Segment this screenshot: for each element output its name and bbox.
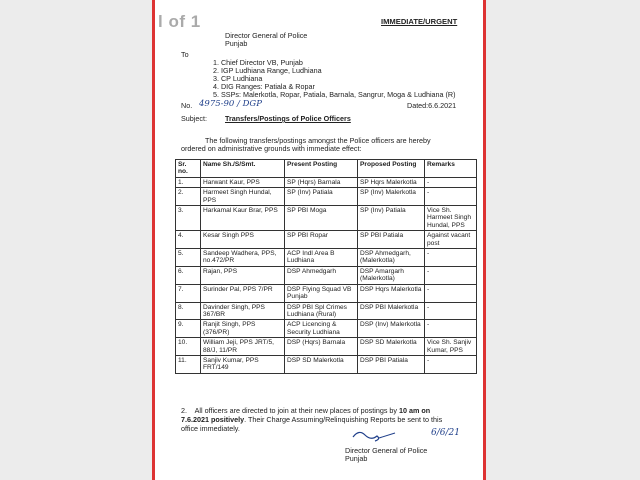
cell-proposed-posting: SP (Inv) Malerkotla	[358, 188, 425, 206]
recipient-item: 3. CP Ludhiana	[213, 74, 263, 83]
cell-name: William Jeji, PPS JRT/5, 88/J, 11/PR	[201, 338, 285, 356]
cell-sr-no: 5.	[176, 249, 201, 267]
cell-name: Surinder Pal, PPS 7/PR	[201, 284, 285, 302]
table-row	[176, 266, 477, 284]
cell-present-posting: SP (Inv) Patiala	[285, 188, 358, 206]
cell-remarks: -	[425, 188, 477, 206]
cell-proposed-posting: SP (Inv) Patiala	[358, 206, 425, 231]
intro-line: ordered on administrative grounds with immediate effect:	[181, 144, 362, 153]
closing-paragraph-line	[181, 407, 430, 415]
closing-text: . Their Charge Assuming/Relinquishing Reports be sent to this	[244, 415, 443, 424]
cell-sr-no: 6.	[176, 266, 201, 284]
signatory-place: Punjab	[345, 454, 368, 463]
table-row	[176, 320, 477, 338]
cell-present-posting: DSP (Hqrs) Barnala	[285, 338, 358, 356]
cell-proposed-posting: SP Hqrs Malerkotla	[358, 177, 425, 187]
cell-name: Harwant Kaur, PPS	[201, 177, 285, 187]
cell-name: Sanjiv Kumar, PPS FRT/149	[201, 355, 285, 373]
cell-name: Kesar Singh PPS	[201, 231, 285, 249]
table-row	[176, 355, 477, 373]
column-header-remarks: Remarks	[425, 160, 477, 178]
urgency-label: IMMEDIATE/URGENT	[381, 17, 458, 26]
cell-present-posting: DSP PBI Spl Crimes Ludhiana (Rural)	[285, 302, 358, 320]
recipient-item: 2. IGP Ludhiana Range, Ludhiana	[213, 66, 322, 75]
reference-number-label: No.	[181, 101, 193, 110]
cell-remarks: -	[425, 284, 477, 302]
column-header-proposed-posting: Proposed Posting	[358, 160, 425, 178]
cell-proposed-posting: DSP PBI Malerkotla	[358, 302, 425, 320]
closing-paragraph-line: office immediately.	[181, 424, 240, 433]
cell-proposed-posting: DSP SD Malerkotla	[358, 338, 425, 356]
cell-proposed-posting: DSP Ahmedgarh, (Malerkotla)	[358, 249, 425, 267]
signature-mark	[351, 427, 411, 445]
cell-name: Davinder Singh, PPS 367/BR	[201, 302, 285, 320]
cell-proposed-posting: DSP (Inv) Malerkotla	[358, 320, 425, 338]
cell-proposed-posting: DSP Hqrs Malerkotla	[358, 284, 425, 302]
cell-sr-no: 9.	[176, 320, 201, 338]
recipient-item: 1. Chief Director VB, Punjab	[213, 58, 303, 67]
table-row	[176, 284, 477, 302]
cell-present-posting: DSP Ahmedgarh	[285, 266, 358, 284]
reference-number-value: 4975-90 / DGP	[199, 99, 262, 109]
cell-remarks: -	[425, 355, 477, 373]
sender-place: Punjab	[225, 39, 248, 48]
cell-name: Harmeet Singh Hundal, PPS	[201, 188, 285, 206]
subject-label: Subject:	[181, 114, 207, 123]
document-page	[152, 0, 486, 480]
cell-proposed-posting: DSP Amargarh (Malerkotla)	[358, 266, 425, 284]
sender-title: Director General of Police	[225, 31, 308, 40]
to-label: To	[181, 50, 189, 59]
cell-sr-no: 7.	[176, 284, 201, 302]
signature-date: 6/6/21	[431, 428, 460, 438]
cell-present-posting: SP PBI Ropar	[285, 231, 358, 249]
cell-present-posting: SP PBI Moga	[285, 206, 358, 231]
cell-remarks: -	[425, 320, 477, 338]
intro-line: The following transfers/postings amongst the Police officers are hereby	[205, 136, 431, 145]
cell-proposed-posting: SP PBI Patiala	[358, 231, 425, 249]
cell-remarks: -	[425, 302, 477, 320]
column-header-sr-no: Sr. no.	[176, 160, 201, 178]
cell-remarks: Vice Sh. Harmeet Singh Hundal, PPS	[425, 206, 477, 231]
cell-remarks: -	[425, 249, 477, 267]
cell-remarks: Against vacant post	[425, 231, 477, 249]
cell-name: Sandeep Wadhera, PPS, no.472/PR	[201, 249, 285, 267]
cell-present-posting: ACP Indl Area B Ludhiana	[285, 249, 358, 267]
table-row	[176, 302, 477, 320]
cell-sr-no: 11.	[176, 355, 201, 373]
closing-text: All officers are directed to join at their new places of postings by	[194, 406, 400, 415]
deadline-date: 7.6.2021 positively	[181, 415, 245, 424]
recipient-item: 5. SSPs: Malerkotla, Ropar, Patiala, Barnala, Sangrur, Moga & Ludhiana (R)	[213, 90, 456, 99]
cell-name: Ranjit Singh, PPS (376/PR)	[201, 320, 285, 338]
letter-date: Dated:6.6.2021	[407, 101, 457, 110]
column-header-name: Name Sh./S/Smt.	[201, 160, 285, 178]
cell-sr-no: 4.	[176, 231, 201, 249]
cell-present-posting: ACP Licencing & Security Ludhiana	[285, 320, 358, 338]
subject-text: Transfers/Postings of Police Officers	[225, 114, 351, 123]
postings-table	[175, 159, 477, 374]
table-row	[176, 206, 477, 231]
cell-present-posting: DSP Flying Squad VB Punjab	[285, 284, 358, 302]
cell-remarks: Vice Sh. Sanjiv Kumar, PPS	[425, 338, 477, 356]
table-row	[176, 249, 477, 267]
page-indicator: l of 1	[158, 12, 201, 31]
cell-sr-no: 1.	[176, 177, 201, 187]
cell-name: Harkamal Kaur Brar, PPS	[201, 206, 285, 231]
cell-remarks: -	[425, 177, 477, 187]
deadline-time: 10 am on	[399, 406, 431, 415]
cell-sr-no: 10.	[176, 338, 201, 356]
column-header-present-posting: Present Posting	[285, 160, 358, 178]
table-row	[176, 188, 477, 206]
cell-present-posting: DSP SD Malerkotla	[285, 355, 358, 373]
paragraph-number: 2.	[181, 406, 187, 415]
cell-present-posting: SP (Hqrs) Barnala	[285, 177, 358, 187]
table-row	[176, 177, 477, 187]
table-header-row	[176, 160, 477, 178]
recipient-item: 4. DIG Ranges: Patiala & Ropar	[213, 82, 315, 91]
table-row	[176, 338, 477, 356]
cell-remarks: -	[425, 266, 477, 284]
cell-sr-no: 8.	[176, 302, 201, 320]
cell-name: Rajan, PPS	[201, 266, 285, 284]
closing-paragraph-line	[181, 416, 442, 424]
cell-proposed-posting: DSP PBI Patiala	[358, 355, 425, 373]
cell-sr-no: 2.	[176, 188, 201, 206]
signatory-title: Director General of Police	[345, 446, 428, 455]
table-row	[176, 231, 477, 249]
cell-sr-no: 3.	[176, 206, 201, 231]
